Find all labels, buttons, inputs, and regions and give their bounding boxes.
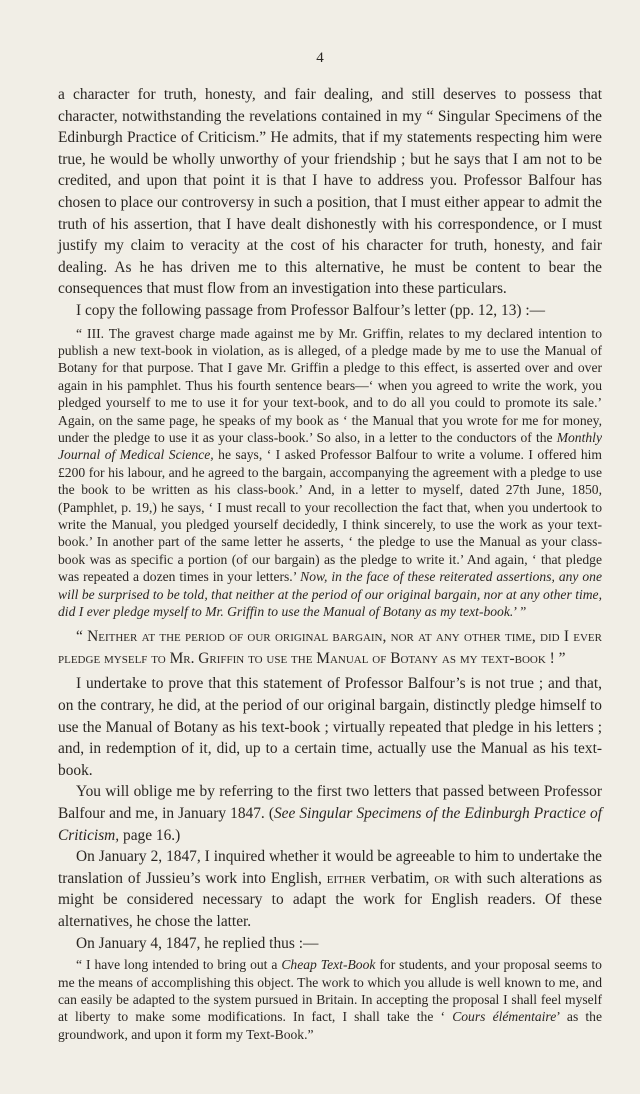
emphasized-statement: “ Neither at the period of our original bargain, nor at any other time, did I ever pledge myself to Mr. Griffin to use the Manual of Botany as my text-book ! ” <box>58 628 602 668</box>
p4-text-b: page 16.) <box>119 826 181 844</box>
paragraph-4 <box>58 781 602 846</box>
paragraph-5 <box>58 846 602 932</box>
paragraph-6: On January 4, 1847, he replied thus :— <box>76 934 319 952</box>
paragraph-3: I undertake to prove that this statement of Professor Balfour’s is not true ; and that, on the contrary, he did, at the period of our original bargain, distinctly pledge himself to use the Manual of Botany as his text-book ; virtually repeated that pledge in his letters ; and, in redemption of it, did, up to a certain time, actually use the Manual as his text-book. <box>58 675 602 779</box>
p5-text-a: On January 2, 1847, I inquired whether it would be agreeable to him to undertake the translation of Jussieu’s work into English, <box>58 848 602 887</box>
p5-or: or <box>434 869 450 887</box>
page-number: 4 <box>316 50 324 66</box>
letter-italic-b: Cours élémentaire <box>452 1009 557 1025</box>
p5-text-b: verbatim, <box>365 869 435 887</box>
letter-text-c: ’ as the groundwork, and upon it form my Text-Book.” <box>58 1009 602 1042</box>
paragraph-1: a character for truth, honesty, and fair dealing, and still deserves to possess that character, notwithstanding the revelations contained in my “ Singular Specimens of the Edinburgh Practice of Criticism.” He admits, that if my statements respecting him were true, he would be wholly unworthy of your friendship ; but he says that I am not to be credited, and upon that point it is that I have to address you. Professor Balfour has chosen to place our controversy in such a position, that I must either appear to admit the truth of his assertion, that I have dealt dishonestly with his correspondence, or I must justify my claim to veracity at the cost of his character for truth, honesty, and fair dealing. As he has driven me to this alternative, he must be content to bear the consequences that must flow from an investigation into these particulars. <box>58 86 602 298</box>
block-quote <box>58 325 602 621</box>
p4-text-a: You will oblige me by referring to the first two letters that passed between Professor Balfour and me, in January 1847. ( <box>58 783 602 822</box>
quote-text-b: he says, ‘ I asked Professor Balfour to write a volume. I offered him £200 for his labour, and he agreed to the bargain, accompanying the agreement with a pledge to use the book to be written as his class-book.’ And, in a letter to myself, dated 27th June, 1850, (Pamphlet, p. 19,) he says, ‘ I must recall to your recollection the fact that, when you undertook to write the Manual, you pledged yourself decidedly, I think sincerely, to use the work as your text-book.’ In another part of the same letter he asserts, ‘ the pledge to use the Manual as your class-book was as specific a portion (of our bargain) as the pledge to write it.’ And again, ‘ that pledge was repeated a dozen times in your letters.’ <box>58 447 603 585</box>
p5-either: either <box>326 869 366 887</box>
letter-quote <box>58 956 602 1043</box>
p4-citation: See Singular Specimens of the Edinburgh Practice of Criticism, <box>58 805 602 844</box>
letter-italic-a: Cheap Text-Book <box>281 957 376 973</box>
p5-text-c: with such alterations as might be considered necessary to adapt the work for English readers. Of these alternatives, he chose the latter. <box>58 869 602 930</box>
quote-close: ’ ” <box>513 604 527 620</box>
letter-text-b: for students, and your proposal seems to me the means of accomplishing this object. The work to which you allude is well known to me, and can easily be adapted to the system pursued in Britain. In accepting the proposal I shall feel myself at liberty to make some modifications. In fact, I shall take the ‘ <box>58 957 602 1025</box>
journal-title: Monthly Journal of Medical Science, <box>58 429 602 463</box>
paragraph-2: I copy the following passage from Professor Balfour’s letter (pp. 12, 13) :— <box>76 301 546 319</box>
quote-italic-passage: Now, in the face of these reiterated assertions, any one will be surprised to be told, that neither at the period of our original bargain, nor at any other time, did I ever pledge myself to Mr. Griffin to use the Manual of Botany as my text-book. <box>58 569 602 620</box>
letter-text-a: “ I have long intended to bring out a <box>76 957 282 973</box>
quote-text-a: “ III. The gravest charge made against me by Mr. Griffin, relates to my declared intention to publish a new text-book in violation, as is alleged, of a pledge made by me to use the Manual of Botany for that purpose. That I gave Mr. Griffin a pledge to this effect, is asserted over and over again in his pamphlet. Thus his fourth sentence bears—‘ when you agreed to write the work, you pledged yourself to me to use it for your text-book, and to do all you could to promote its sale.’ Again, on the same page, he speaks of my book as ‘ the Manual that you wrote for me for money, under the pledge to use it as your class-book.’ So also, in a letter to the conductors of the <box>58 325 602 445</box>
page-body <box>58 50 602 1043</box>
